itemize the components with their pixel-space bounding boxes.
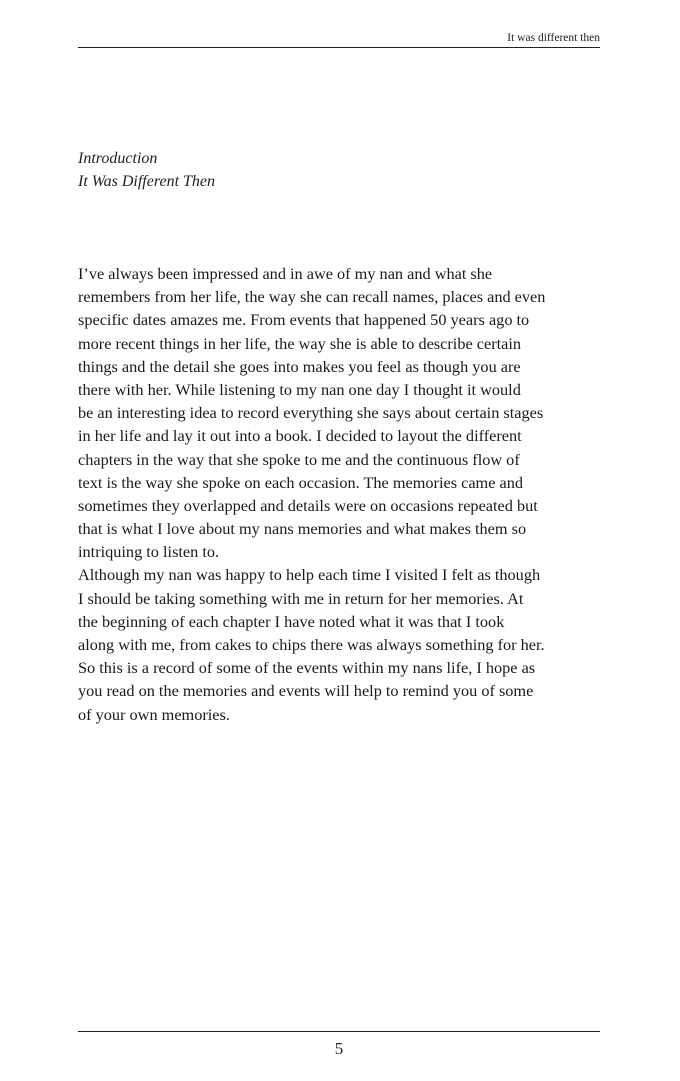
chapter-label: Introduction <box>78 150 158 167</box>
page-number: 5 <box>334 1039 344 1058</box>
body-line: remembers from her life, the way she can recall names, places and even <box>78 287 546 307</box>
body-line: the beginning of each chapter I have noted what it was that I took <box>78 611 505 631</box>
body-line: you read on the memories and events will help to remind you of some <box>78 681 534 701</box>
running-footer <box>78 1031 600 1062</box>
body-line: of your own memories. <box>78 704 230 724</box>
body-text <box>78 262 600 726</box>
body-line: sometimes they overlapped and details were on occasions repeated but <box>78 495 538 515</box>
body-line: there with her. While listening to my nan one day I thought it would <box>78 379 521 399</box>
body-line: more recent things in her life, the way she is able to describe certain <box>78 333 522 353</box>
body-line: intriquing to listen to. <box>78 542 220 562</box>
body-line: in her life and lay it out into a book. I decided to layout the different <box>78 426 522 446</box>
body-line: be an interesting idea to record everything she says about certain stages <box>78 403 544 423</box>
body-line: chapters in the way that she spoke to me and the continuous flow of <box>78 449 520 469</box>
body-line: I’ve always been impressed and in awe of my nan and what she <box>78 264 493 283</box>
running-header <box>78 32 600 48</box>
body-line: So this is a record of some of the events within my nans life, I hope as <box>78 658 536 678</box>
running-header-title: It was different then <box>507 32 600 44</box>
body-line: specific dates amazes me. From events that happened 50 years ago to <box>78 310 530 330</box>
body-line: along with me, from cakes to chips there was always something for her. <box>78 635 545 654</box>
chapter-heading <box>78 147 600 193</box>
body-line: things and the detail she goes into makes you feel as though you are <box>78 356 521 376</box>
chapter-title: It Was Different Then <box>78 173 216 190</box>
body-line: that is what I love about my nans memories and what makes them so <box>78 519 527 539</box>
body-line: Although my nan was happy to help each time I visited I felt as though <box>78 565 541 585</box>
body-line: I should be taking something with me in return for her memories. At <box>78 588 524 608</box>
body-line: text is the way she spoke on each occasion. The memories came and <box>78 472 524 492</box>
